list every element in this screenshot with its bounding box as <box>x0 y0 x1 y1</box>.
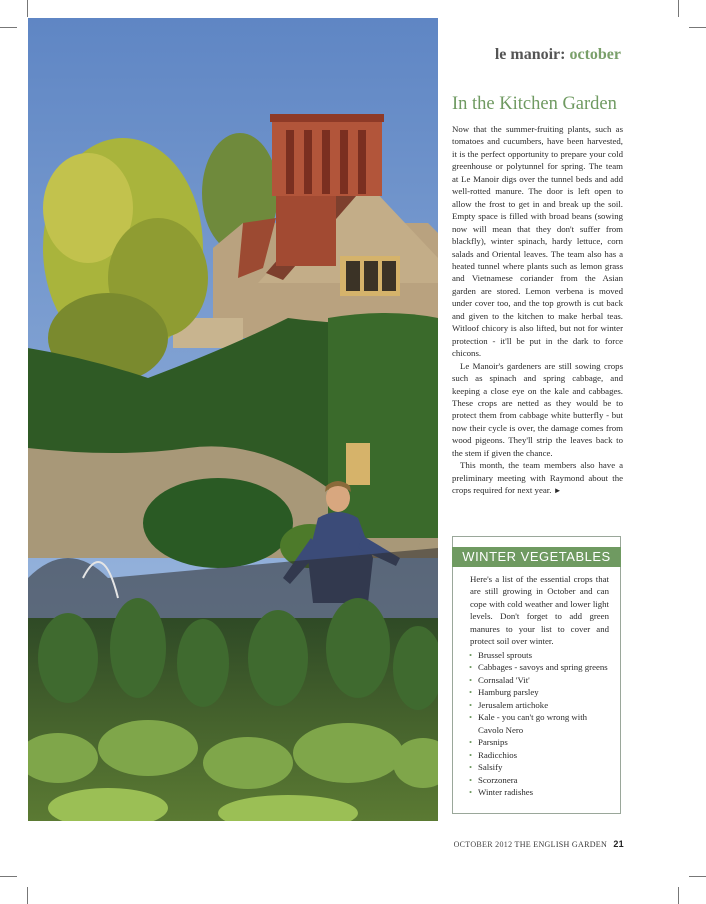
section-header <box>452 46 621 64</box>
list-item <box>468 749 613 761</box>
section-month: october <box>569 46 621 63</box>
list-item <box>468 699 613 711</box>
article-body <box>452 123 623 498</box>
hedge <box>143 478 293 568</box>
list-item <box>468 674 613 686</box>
list-item-label: Radicchios <box>478 749 518 760</box>
section-name: le manoir: <box>494 46 566 63</box>
page-number: 21 <box>613 839 624 849</box>
article-paragraph: Le Manoir's gardeners are still sowing crops such as spinach and spring cabbage, and keeping a close eye on the kale and cabbages. These crops are netted as they would be to protect them from cabbage white butterfly - but now their cycle is over, the damage comes from wood pigeons. They'll strip the leaves back to the stem if given the chance. <box>452 360 623 458</box>
bullet-icon: • <box>469 737 473 748</box>
list-item-label: Brussel sprouts <box>478 650 533 660</box>
page-footer <box>452 839 624 849</box>
list-item-label: Parsnips <box>478 737 508 748</box>
list-item-label: Cabbages - savoys and spring greens <box>478 662 608 673</box>
list-item <box>468 649 613 661</box>
list-item-label: Salsify <box>478 762 503 773</box>
issue-date: OCTOBER 2012 <box>453 840 513 849</box>
crop-mark <box>27 0 28 17</box>
list-item-label: Kale - you can't go wrong with Cavolo Nero <box>478 712 588 735</box>
continue-arrow-icon: ► <box>553 486 562 496</box>
bullet-icon: • <box>469 762 473 773</box>
list-item <box>468 736 613 748</box>
wall-window <box>346 443 370 485</box>
list-item-label: Hamburg parsley <box>478 687 539 698</box>
list-item <box>468 686 613 698</box>
list-item <box>468 761 613 773</box>
bullet-icon: • <box>469 650 473 660</box>
bullet-icon: • <box>469 662 473 673</box>
magazine-name: THE ENGLISH GARDEN <box>514 840 608 849</box>
bullet-icon: • <box>469 749 473 760</box>
crop-mark <box>0 876 17 877</box>
box-title: WINTER VEGETABLES <box>452 547 621 567</box>
list-item <box>468 786 613 798</box>
bullet-icon: • <box>469 786 473 797</box>
bullet-icon: • <box>469 687 473 698</box>
crop-mark <box>678 0 679 17</box>
article-paragraph: Now that the summer-fruiting plants, such as tomatoes and cucumbers, have been harvested, it is the perfect opportunity to prepare your cold greenhouse or polytunnel for spring. The team at Le Manoir digs over the tunnel beds and add well-rotted manure. The door is left open to allow the frost to get in and break up the soil. Empty space is filled with broad beans (sowing now will mean that they don't suffer from blackfly), winter spinach, hardy lettuce, corn salads and Oriental leaves. The team also has a heated tunnel where plants such as lemon grass and Vietnamese coriander from the Asian garden are stored. Lemon verbena is moved under cover too, and the top growth is cut back and given to the kitchen to make herbal teas. Witloof chicory is also lifted, but not for winter protection - it'll be put in the dark to force chicons. <box>452 124 623 359</box>
bullet-icon: • <box>469 699 473 710</box>
list-item-label: Cornsalad 'Vit' <box>478 674 530 685</box>
list-item-label: Jerusalem artichoke <box>478 699 549 710</box>
list-item <box>468 711 613 736</box>
crop-mark <box>0 27 17 28</box>
vegetable-list <box>468 649 613 798</box>
crop-mark <box>689 27 706 28</box>
crop-mark <box>27 887 28 904</box>
crop-mark <box>678 887 679 904</box>
garden-photo <box>28 18 438 821</box>
article-title: In the Kitchen Garden <box>452 94 617 114</box>
article-paragraph <box>452 459 623 497</box>
list-item-label: Scorzonera <box>478 774 518 785</box>
list-item <box>468 661 613 673</box>
list-item-label: Winter radishes <box>478 786 534 797</box>
crop-mark <box>689 876 706 877</box>
list-item <box>468 774 613 786</box>
article-paragraph-text: This month, the team members also have a preliminary meeting with Raymond about the crops required for next year. <box>452 460 623 496</box>
bullet-icon: • <box>469 674 473 685</box>
garden-photo-illustration <box>28 18 438 821</box>
bullet-icon: • <box>469 774 473 785</box>
bullet-icon: • <box>469 712 473 723</box>
box-intro: Here's a list of the essential crops that are still growing in October and can cope with cold weather and lower light levels. Don't forget to add green manures to your list to cover and protect soil over winter. <box>470 574 609 647</box>
